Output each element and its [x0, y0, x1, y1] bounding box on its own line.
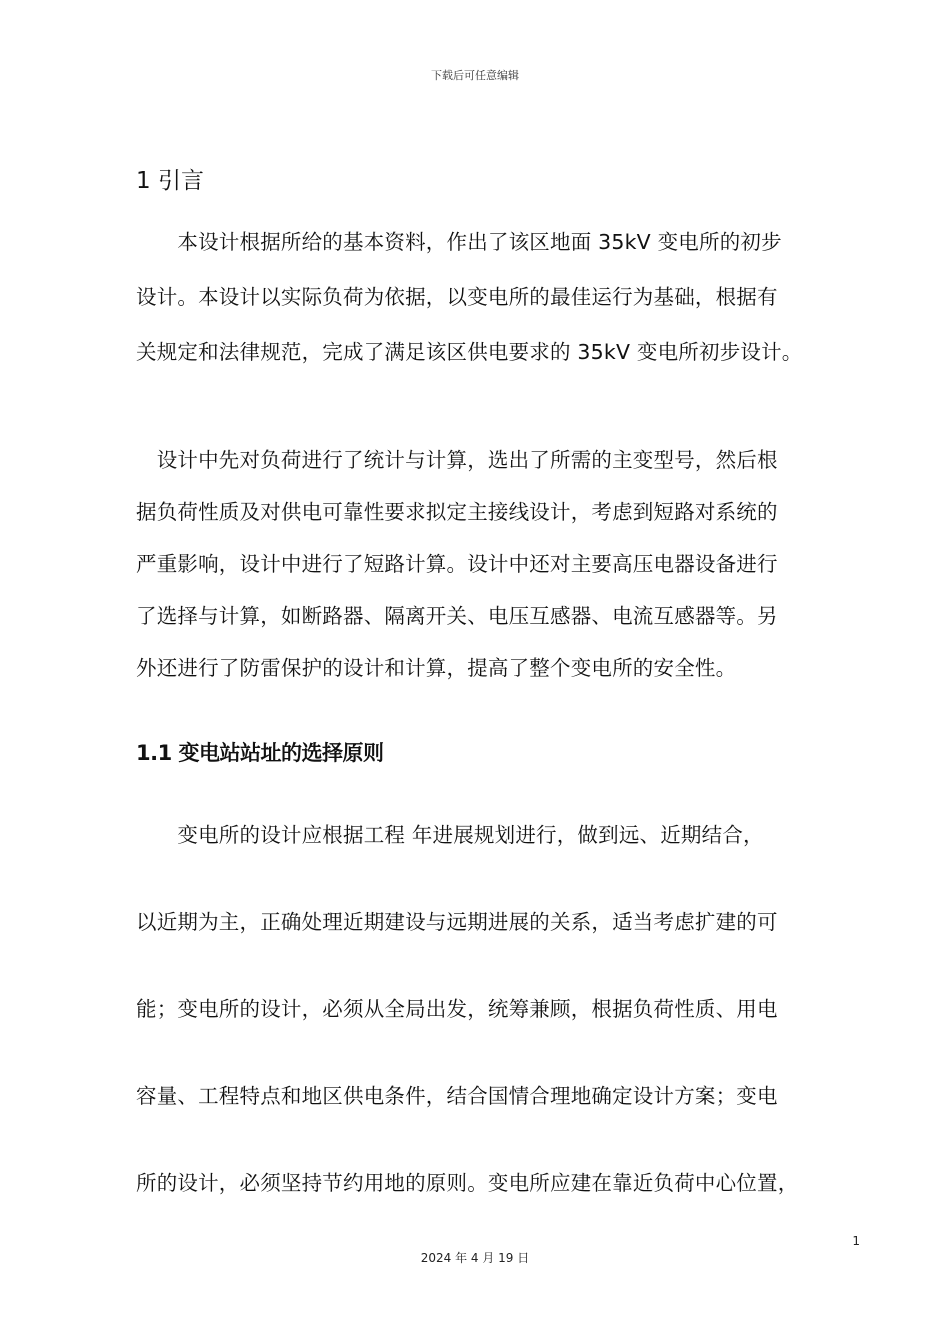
- text-line: 所的设计，必须坚持节约用地的原则。变电所应建在靠近负荷中心位置，: [136, 1171, 799, 1195]
- text-line: 据负荷性质及对供电可靠性要求拟定主接线设计，考虑到短路对系统的: [136, 500, 778, 524]
- text-line: 容量、工程特点和地区供电条件，结合国情合理地确定设计方案；变电: [136, 1084, 778, 1108]
- text-line: 能；变电所的设计，必须从全局出发，统筹兼顾，根据负荷性质、用电: [136, 997, 778, 1021]
- text-line: 设计。本设计以实际负荷为依据，以变电所的最佳运行为基础，根据有: [136, 285, 778, 309]
- text-line: 设计中先对负荷进行了统计与计算，选出了所需的主变型号，然后根: [136, 448, 778, 472]
- text-line: 以近期为主，正确处理近期建设与远期进展的关系，适当考虑扩建的可: [136, 910, 778, 934]
- subsection-heading: 1.1 变电站站址的选择原则: [136, 741, 384, 765]
- text-line: 了选择与计算，如断路器、隔离开关、电压互感器、电流互感器等。另: [136, 604, 778, 628]
- text-line: 本设计根据所给的基本资料，作出了该区地面 35kV 变电所的初步: [136, 230, 782, 254]
- page-header: 下载后可任意编辑: [431, 69, 519, 82]
- page-footer-date: 2024 年 4 月 19 日: [420, 1251, 530, 1265]
- text-line: 关规定和法律规范，完成了满足该区供电要求的 35kV 变电所初步设计。: [136, 340, 803, 364]
- text-line: 变电所的设计应根据工程 年进展规划进行，做到远、近期结合，: [136, 823, 764, 847]
- text-line: 外还进行了防雷保护的设计和计算，提高了整个变电所的安全性。: [136, 656, 737, 680]
- section-heading: 1 引言: [136, 168, 204, 194]
- page-number: 1: [852, 1234, 860, 1248]
- text-line: 严重影响，设计中进行了短路计算。设计中还对主要高压电器设备进行: [136, 552, 778, 576]
